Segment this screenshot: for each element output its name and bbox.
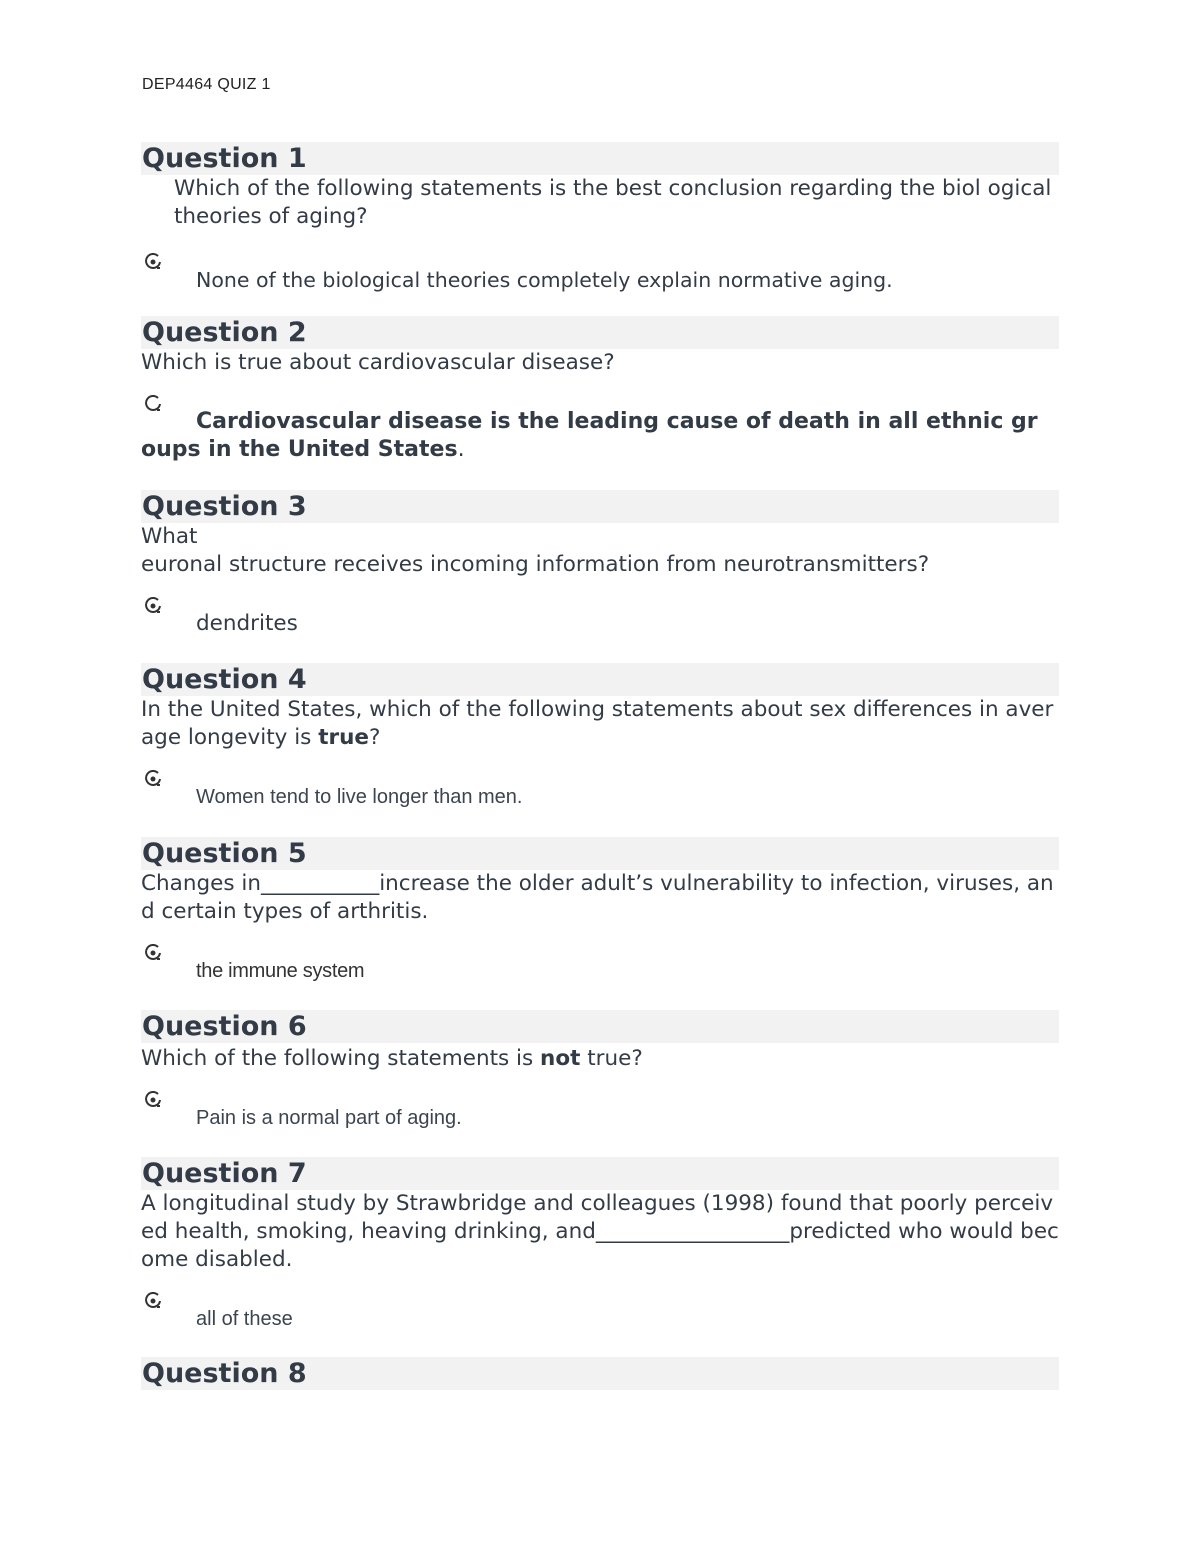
answer-text: all of these — [196, 1308, 293, 1330]
answer-bold-text: Cardiovascular disease is the leading cause of death in all ethnic groups in the United States — [141, 409, 1038, 462]
question-text-bold: true — [318, 725, 369, 750]
answer-row[interactable] — [141, 610, 1059, 638]
question-text-bold: not — [540, 1046, 581, 1071]
question-heading: Question 3 — [141, 490, 1059, 523]
answer-text: the immune system — [196, 960, 365, 982]
question-heading: Question 6 — [141, 1010, 1059, 1043]
question-text: Changes in___________increase the older adult’s vulnerability to infection, viruses, and certain types of arthritis. — [141, 871, 1054, 924]
answer-row[interactable] — [141, 266, 1059, 294]
question-4 — [141, 663, 1059, 811]
question-text-suffix: ? — [369, 725, 381, 750]
answer-row[interactable] — [141, 783, 1059, 811]
radio-selected-icon[interactable] — [145, 253, 163, 271]
answer-row[interactable] — [141, 1305, 1059, 1333]
page-header: DEP4464 QUIZ 1 — [142, 76, 271, 93]
radio-selected-icon[interactable] — [145, 1292, 163, 1310]
question-text-prefix: Which of the following statements is — [141, 1046, 541, 1071]
question-text: Which is true about cardiovascular disease? — [141, 350, 615, 375]
question-2 — [141, 316, 1059, 464]
question-text — [141, 696, 1059, 752]
question-heading: Question 5 — [141, 837, 1059, 870]
question-heading: Question 7 — [141, 1157, 1059, 1190]
question-8 — [141, 1357, 1059, 1390]
question-7 — [141, 1157, 1059, 1333]
radio-selected-icon[interactable] — [145, 597, 163, 615]
question-heading: Question 2 — [141, 316, 1059, 349]
answer-row[interactable] — [141, 957, 1059, 985]
question-5 — [141, 837, 1059, 985]
radio-selected-icon[interactable] — [145, 1091, 163, 1109]
radio-selected-icon[interactable] — [145, 944, 163, 962]
question-heading: Question 8 — [141, 1357, 1059, 1390]
question-text-line2: euronal structure receives incoming information from neurotransmitters? — [141, 552, 930, 577]
answer-text: None of the biological theories completely explain normative aging. — [196, 268, 893, 292]
answer-row[interactable] — [141, 408, 1059, 464]
question-heading: Question 1 — [141, 142, 1059, 175]
answer-suffix: . — [457, 437, 465, 462]
question-text-prefix: In the United States, which of the following statements about sex differences in average longevity is — [141, 697, 1054, 750]
question-1 — [141, 142, 1059, 294]
answer-text: Pain is a normal part of aging. — [196, 1107, 462, 1129]
question-text: Which of the following statements is the best conclusion regarding the biol ogical theories of aging? — [174, 176, 1052, 229]
answer-text: dendrites — [196, 611, 298, 636]
answer-text — [141, 408, 1059, 464]
radio-selected-icon[interactable] — [145, 770, 163, 788]
question-text-suffix: true? — [580, 1046, 643, 1071]
answer-row[interactable] — [141, 1104, 1059, 1132]
question-text — [141, 1045, 1059, 1073]
question-text-line1: What — [141, 524, 198, 549]
answer-text: Women tend to live longer than men. — [196, 786, 523, 808]
question-heading: Question 4 — [141, 663, 1059, 696]
radio-unselected-icon[interactable] — [145, 395, 163, 413]
question-3 — [141, 490, 1059, 638]
question-text: A longitudinal study by Strawbridge and colleagues (1998) found that poorly perceived health, smoking, heaving drinking, and__________________predicted who would become disabled. — [141, 1191, 1059, 1272]
question-6 — [141, 1010, 1059, 1132]
